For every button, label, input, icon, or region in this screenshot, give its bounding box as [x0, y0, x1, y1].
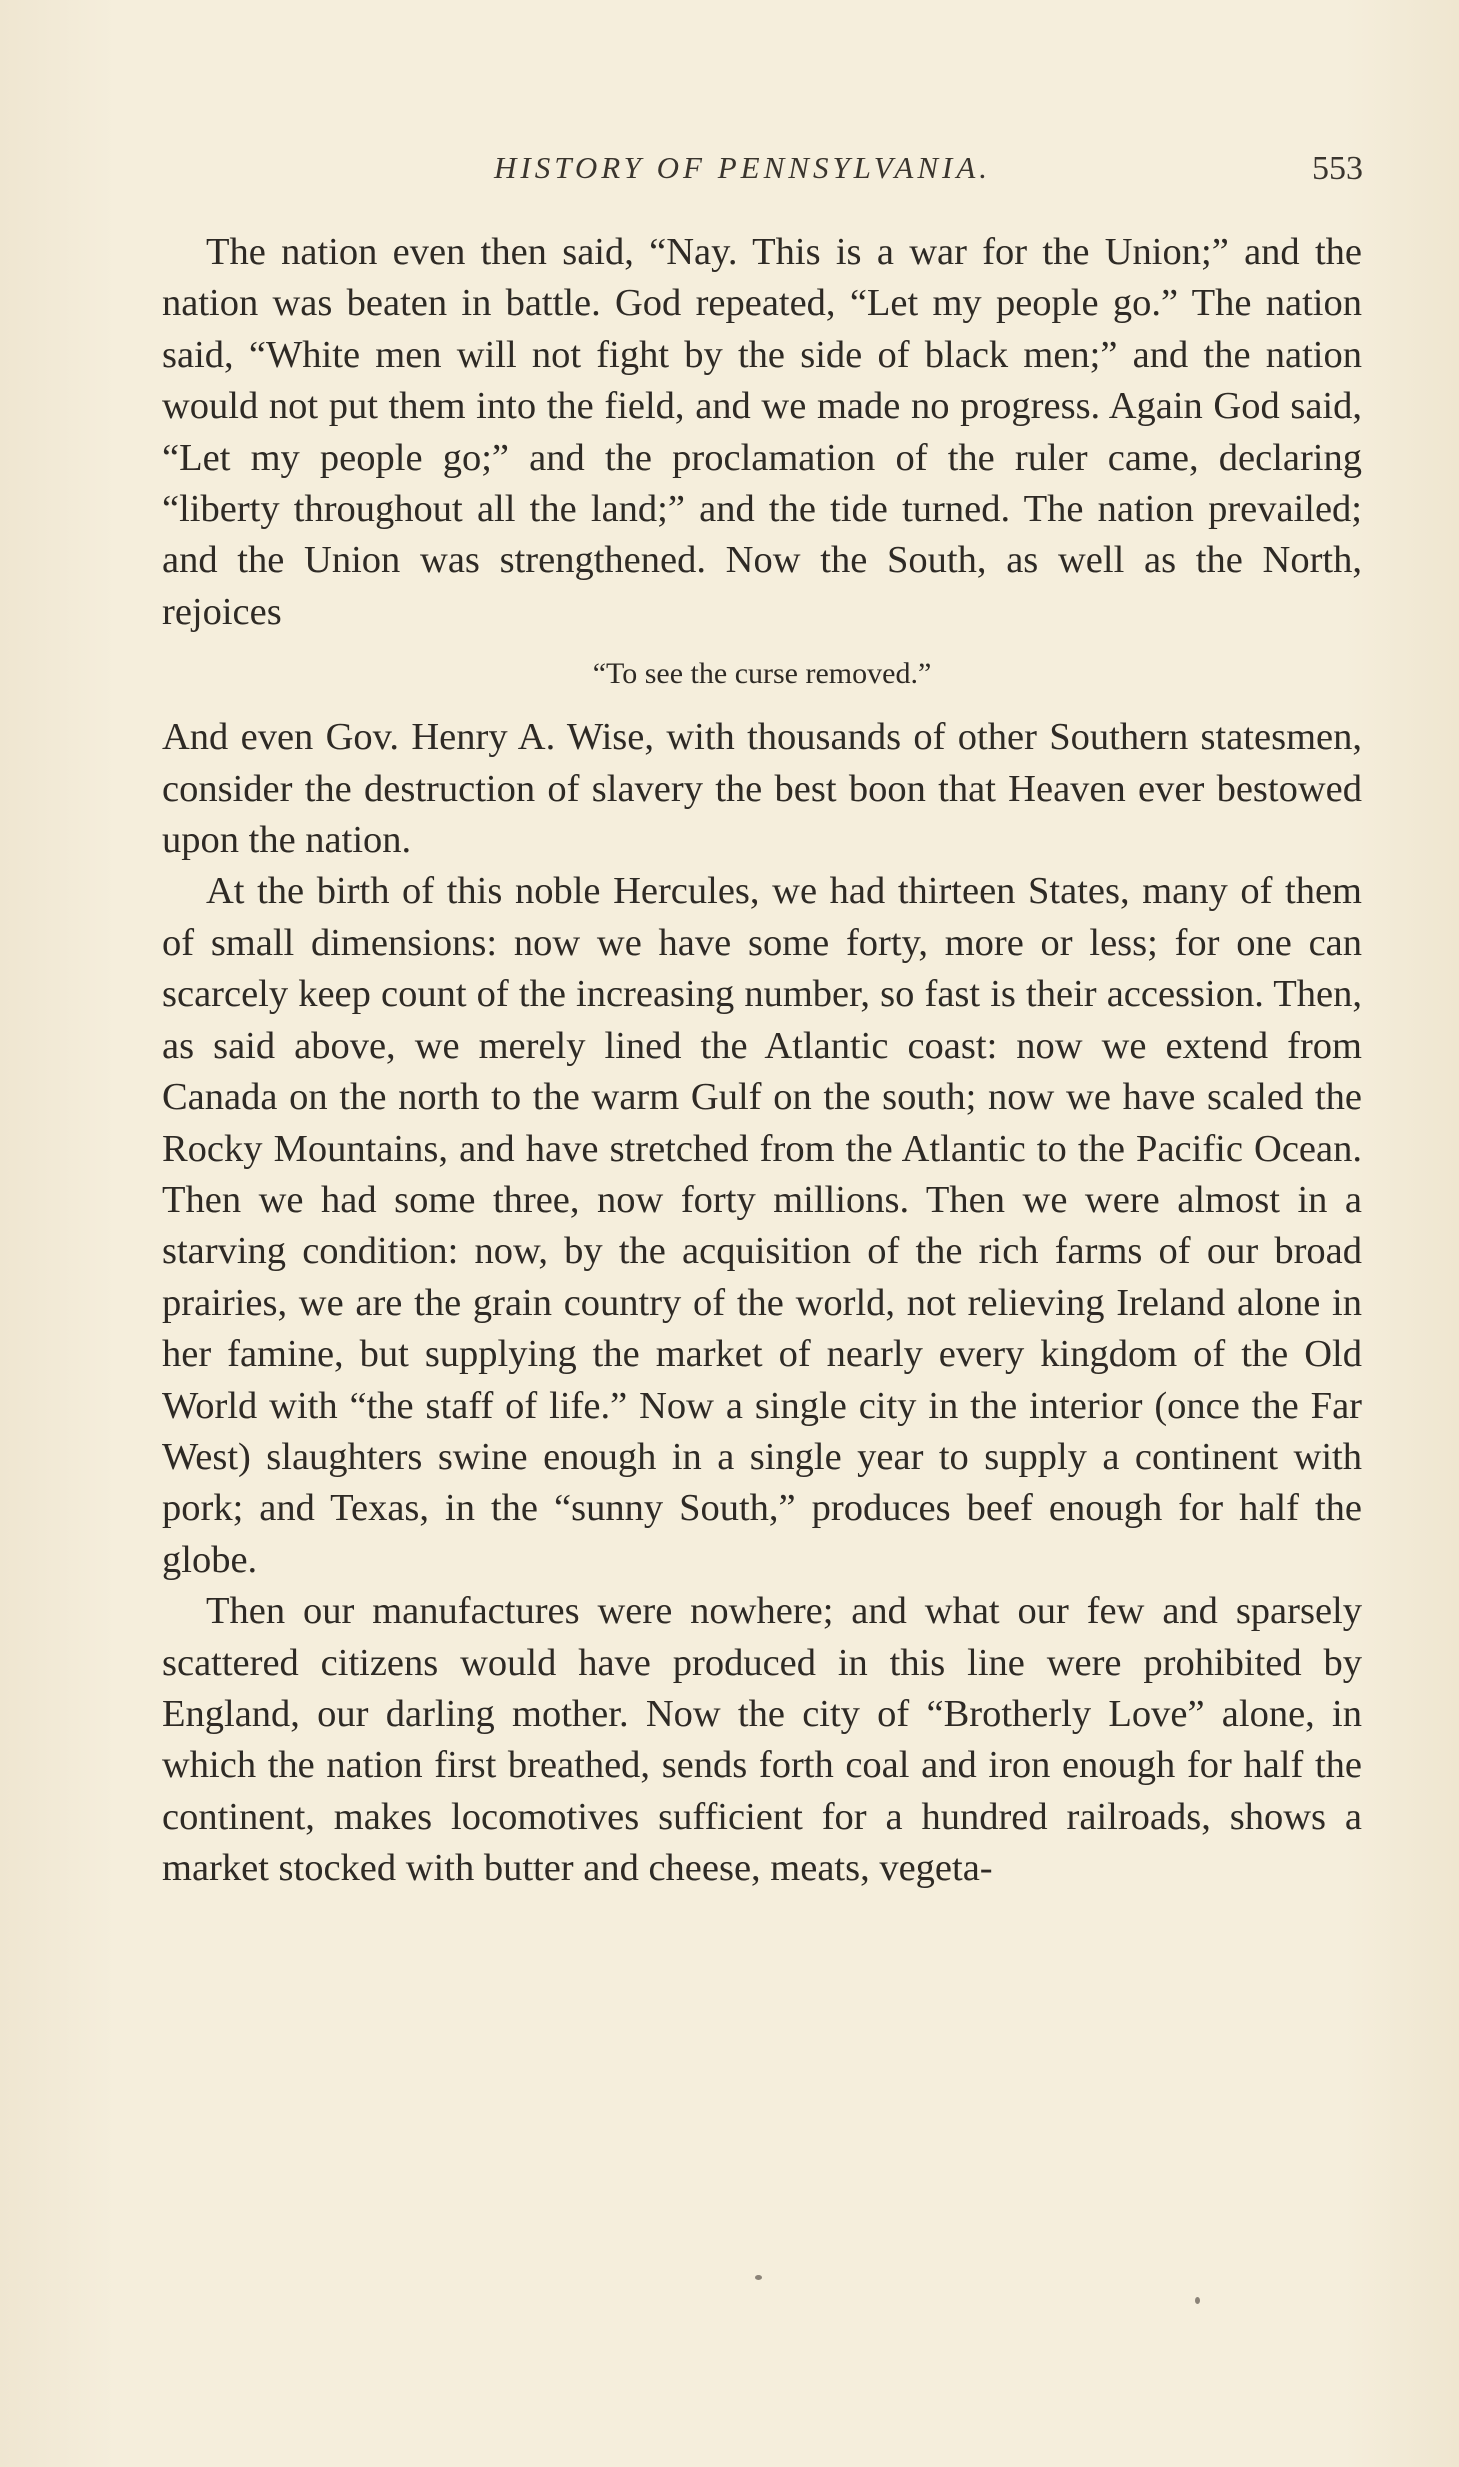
page-header: [160, 150, 1363, 190]
paragraph-1: The nation even then said, “Nay. This is a war for the Union;” and the nation was beaten in battle. God repeated, “Let my people go.” The nation said, “White men will not fight by the side of black men;” and the nation would not put them into the field, and we made no progress. Again God said, “Let my people go;” and the proclamation of the ruler came, declaring “liberty throughout all the land;” and the tide turned. The nation prevailed; and the Union was strengthened. Now the South, as well as the North, rejoices: [162, 231, 1362, 633]
running-title: HISTORY OF PENNSYLVANIA.: [494, 150, 992, 185]
paragraph-4: Then our manufactures were nowhere; and what our few and sparsely scattered citizens would have produced in this line were prohibited by England, our darling mother. Now the city of “Brotherly Love” alone, in which the nation first breathed, sends forth coal and iron enough for half the continent, makes locomotives sufficient for a hundred railroads, shows a market stocked with butter and cheese, meats, vegeta-: [162, 1590, 1362, 1890]
ink-speck: [1195, 2297, 1200, 2304]
page-number: 553: [1312, 150, 1363, 187]
paragraph-3: At the birth of this noble Hercules, we had thirteen States, many of them of small dimensions: now we have some forty, more or less; for one can scarcely keep count of the increasing number, so fast is their accession. Then, as said above, we merely lined the Atlantic coast: now we extend from Canada on the north to the warm Gulf on the south; now we have scaled the Rocky Mountains, and have stretched from the Atlantic to the Pacific Ocean. Then we had some three, now forty millions. Then we were almost in a starving condition: now, by the acquisition of the rich farms of our broad prairies, we are the grain country of the world, not relieving Ireland alone in her famine, but supplying the market of nearly every kingdom of the Old World with “the staff of life.” Now a single city in the interior (once the Far West) slaughters swine enough in a single year to supply a continent with pork; and Texas, in the “sunny South,” produces beef enough for half the globe.: [162, 870, 1362, 1581]
body-text: [162, 227, 1362, 1895]
ink-speck: [755, 2275, 762, 2280]
paragraph-2: And even Gov. Henry A. Wise, with thousands of other Southern statesmen, consider the destruction of slavery the best boon that Heaven ever bestowed upon the nation.: [162, 716, 1362, 862]
block-quote: “To see the curse removed.”: [592, 657, 932, 691]
